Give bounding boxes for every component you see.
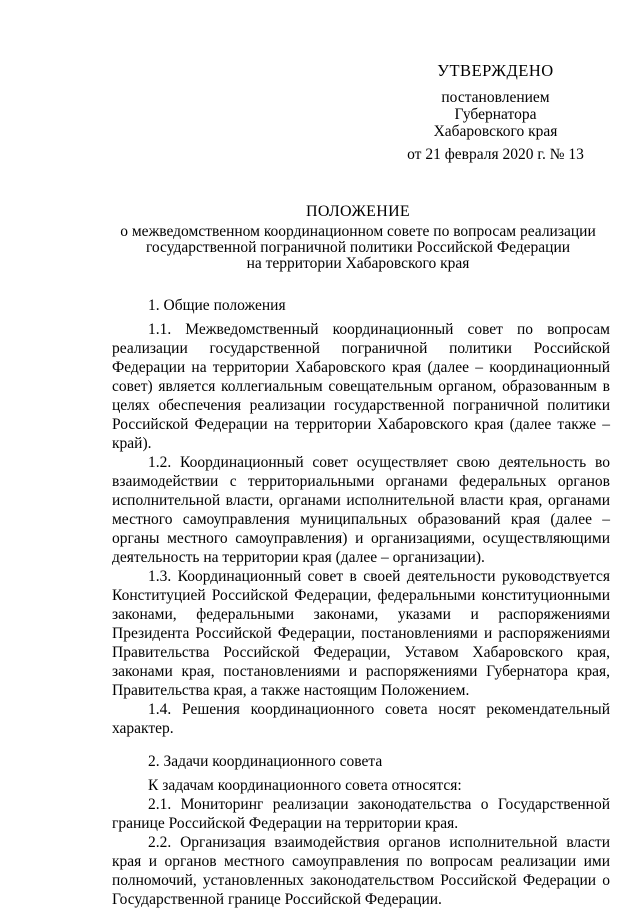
title-line-3: на территории Хабаровского края [246, 255, 470, 272]
paragraph: 1.1. Межведомственный координационный совет по вопросам реализации государственной пограничной политики Российской Федерации на территории Хабаровского края (далее – координационный совет) является коллегиальным совещательным органом, образованным в целях обеспечения реализации государственной пограничной политики Российской Федерации на территории Хабаровского края (далее также – край). [112, 321, 610, 452]
paragraph: 2.2. Организация взаимодействия органов исполнительной власти края и органов местного самоуправления по вопросам реализации ими полномочий, установленных законодательством Российской Федерации о Государственной границе Российской Федерации. [112, 834, 610, 908]
section-heading: 2. Задачи координационного совета [148, 753, 383, 770]
approval-date: от 21 февраля 2020 г. № 13 [407, 146, 584, 163]
approval-line-2: Губернатора [454, 106, 537, 123]
approval-stamp: УТВЕРЖДЕНО [437, 61, 554, 80]
paragraph: 1.4. Решения координационного совета носят рекомендательный характер. [112, 701, 610, 737]
paragraph: К задачам координационного совета относятся: [148, 777, 462, 794]
title-line-2: государственной пограничной политики Российской Федерации [145, 239, 571, 256]
section-heading: 1. Общие положения [148, 297, 286, 314]
document-body [112, 296, 610, 909]
title-line-1: о межведомственном координационном совете по вопросам реализации [120, 223, 596, 240]
paragraph: 1.3. Координационный совет в своей деятельности руководствуется Конституцией Российской Федерации, федеральными конституционными законами, федеральными законами, указами и распоряжениями Президента Российской Федерации, постановлениями и распоряжениями Правительства Российской Федерации, Уставом Хабаровского края, законами края, постановлениями и распоряжениями Губернатора края, Правительства края, а также настоящим Положением. [112, 568, 610, 699]
document-title [112, 204, 604, 272]
approval-line-1: постановлением [441, 89, 550, 106]
paragraph: 1.2. Координационный совет осуществляет свою деятельность во взаимодействии с территориальными органами федеральных органов исполнительной власти, органами исполнительной власти края, органами местного самоуправления муниципальных образований края (далее – органы местного самоуправления) и организациями, осуществляющими деятельность на территории края (далее – организации). [112, 454, 610, 566]
paragraph: 2.1. Мониторинг реализации законодательства о Государственной границе Российской Федерации на территории края. [112, 796, 610, 832]
approval-block [388, 62, 603, 163]
title-heading: ПОЛОЖЕНИЕ [305, 203, 410, 220]
approval-line-3: Хабаровского края [433, 123, 558, 140]
